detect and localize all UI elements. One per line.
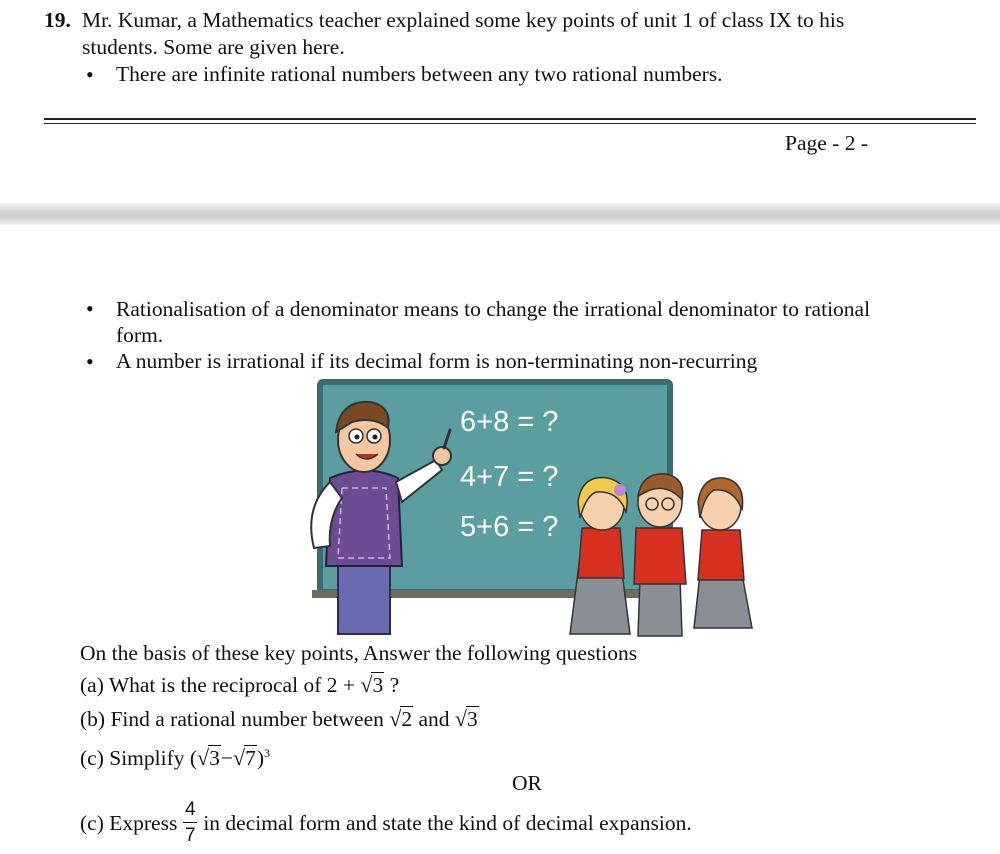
- key-point-2-line1: Rationalisation of a denominator means to change the irrational denominator to rational: [116, 297, 871, 321]
- question-a-text: (a) What is the reciprocal of 2 +: [80, 673, 355, 697]
- fraction-denominator: 7: [185, 825, 196, 846]
- student-girl-brunette: [694, 478, 752, 628]
- question-intro-line1: Mr. Kumar, a Mathematics teacher explained some key points of unit 1 of class IX to his: [82, 8, 845, 32]
- exponent: 3: [264, 746, 271, 760]
- paren-close: ): [256, 746, 265, 771]
- bullet-icon: •: [86, 349, 94, 374]
- question-a: [80, 672, 399, 698]
- fraction-bar: [183, 822, 197, 823]
- board-equation-2: 4+7 = ?: [460, 461, 559, 493]
- student-boy: [634, 474, 686, 636]
- bullet-icon: •: [86, 296, 94, 321]
- question-c-alt-text: (c) Express: [80, 810, 178, 835]
- paren-open: (: [189, 746, 198, 771]
- sqrt-symbol: √7: [233, 745, 256, 771]
- fraction: [183, 800, 197, 845]
- board-equation-3: 5+6 = ?: [460, 511, 559, 543]
- key-point-1: There are infinite rational numbers between any two rational numbers.: [116, 62, 723, 86]
- question-c: [80, 740, 270, 771]
- sqrt-symbol: √3: [197, 745, 220, 771]
- sqrt-symbol: √3: [360, 672, 384, 697]
- classroom-illustration: [290, 378, 770, 640]
- minus-sign: −: [220, 746, 234, 771]
- key-point-3: A number is irrational if its decimal form is non-terminating non-recurring: [116, 349, 758, 373]
- key-point-2-line2: form.: [116, 323, 164, 347]
- footer-rule-top: [44, 118, 976, 120]
- sqrt-symbol: √2: [389, 706, 413, 731]
- question-b: [80, 706, 479, 732]
- question-c-alt-suffix: in decimal form and state the kind of decimal expansion.: [203, 810, 692, 835]
- board-equation-1: 6+8 = ?: [460, 406, 559, 438]
- or-separator: OR: [512, 771, 542, 795]
- page-number: Page - 2 -: [785, 131, 868, 155]
- question-b-text: (b) Find a rational number between: [80, 707, 384, 731]
- questions-prompt: On the basis of these key points, Answer the following questions: [80, 641, 638, 665]
- question-number: 19.: [44, 8, 71, 32]
- question-b-and: and: [418, 707, 450, 731]
- fraction-numerator: 4: [185, 799, 196, 820]
- question-a-suffix: ?: [389, 673, 400, 697]
- question-c-text: (c) Simplify: [80, 746, 185, 771]
- page-separator: [0, 203, 1000, 225]
- question-c-alt: [80, 800, 692, 845]
- sqrt-symbol: √3: [454, 706, 478, 731]
- question-intro-line2: students. Some are given here.: [82, 35, 345, 59]
- footer-rule-bottom: [44, 123, 976, 124]
- bullet-icon: •: [86, 62, 94, 87]
